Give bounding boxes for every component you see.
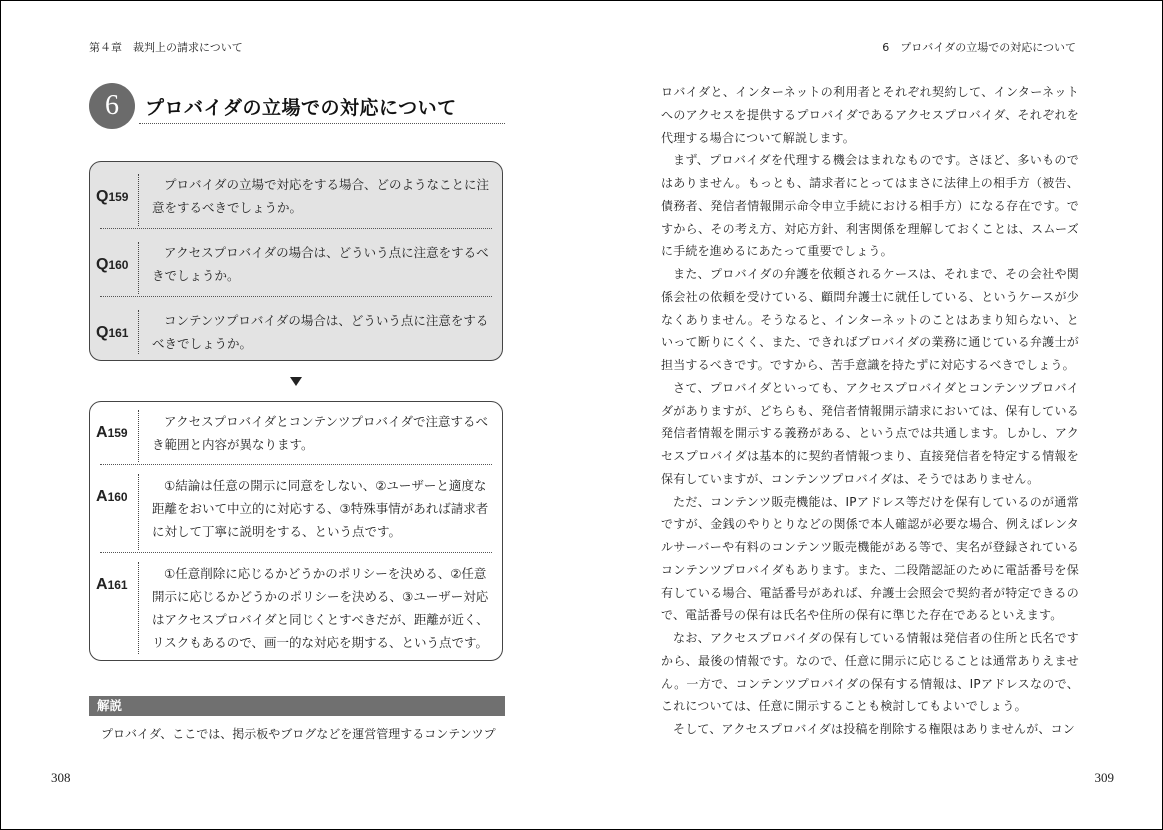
page-number-left: 308 [51,770,71,785]
answer-item [90,474,502,550]
body-paragraph: そして、アクセスプロバイダは投稿を削除する権限はありませんが、コン [673,722,1076,736]
answer-divider [138,410,139,462]
body-paragraph: まず、プロバイダを代理する機会はまれなものです。さほど、多いものではありません。もっとも、請求者にとってはまさに法律上の相手方（被告、債務者、発信者情報開示命令申立手続における相手方）になる存在です。ですから、その考え方、対応方針、利害関係を理解しておくことは、スムーズに手続を進めるにあたって重要でしょう。 [661,153,1079,259]
answer-label: A159 [96,424,128,441]
body-paragraph: さて、プロバイダといっても、アクセスプロバイダとコンテンツプロバイダがありますが、どちらも、発信者情報開示請求においては、保有している発信者情報を開示する義務がある、という点では共通します。しかし、アクセスプロバイダは基本的に契約者情報つまり、直接発信者を特定する情報を保有していますが、コンテンツプロバイダは、そうではありません。 [661,380,1079,486]
answer-box [89,401,503,661]
body-paragraph: なお、アクセスプロバイダの保有している情報は発信者の住所と氏名ですから、最後の情報です。なので、任意に開示に応じることは通常ありえません。一方で、コンテンツプロバイダの保有する情報は、IPアドレスなので、これについては、任意に開示することも検討してもよいでしょう。 [661,631,1079,714]
question-label: Q160 [96,256,129,273]
body-paragraph: ロバイダと、インターネットの利用者とそれぞれ契約して、インターネットへのアクセスを提供するプロバイダであるアクセスプロバイダ、それぞれを代理する場合について解説します。 [661,85,1079,145]
question-divider [138,310,139,354]
question-item [90,242,502,294]
question-text: アクセスプロバイダの場合は、どういう点に注意をするべきでしょうか。 [152,245,489,283]
commentary-heading: 解説 [89,696,505,716]
down-arrow-icon [290,377,302,386]
question-label: Q159 [96,188,129,205]
question-text: プロバイダの立場で対応をする場合、どのようなことに注意をするべきでしょうか。 [152,177,490,215]
question-divider [138,174,139,226]
section-title-underline [139,123,505,124]
question-label: Q161 [96,324,129,341]
body-paragraph: ただ、コンテンツ販売機能は、IPアドレス等だけを保有しているのが通常ですが、金銭のやりとりなどの関係で本人確認が必要な場合、例えばレンタルサーバーや有料のコンテンツ販売機能がある等で、実名が登録されているコンテンツプロバイダもあります。また、二段階認証のために電話番号を保有している場合、電話番号があれば、弁護士会照会で契約者が特定できるので、電話番号の保有は氏名や住所の保有に準じた存在であるといえます。 [661,494,1079,623]
answer-divider [138,474,139,550]
answer-text: ①結論は任意の開示に同意をしない、②ユーザーと適度な距離をおいて中立的に対応する、③特殊事情があれば請求者に対して丁寧に説明をする、という点です。 [152,478,489,539]
answer-separator [100,464,492,465]
answer-label: A160 [96,488,128,505]
running-header-left: 第４章 裁判上の請求について [89,41,243,54]
question-separator [100,228,492,229]
answer-divider [138,562,139,654]
answer-text: ①任意削除に応じるかどうかのポリシーを決める、②任意開示に応じるかどうかのポリシーを決める、③ユーザー対応はアクセスプロバイダと同じくとすべきだが、距離が近く、リスクもあるので、画一的な対応を期する、という点です。 [152,566,489,650]
answer-text: アクセスプロバイダとコンテンツプロバイダで注意するべき範囲と内容が異なります。 [152,414,489,452]
answer-item [90,410,502,462]
question-item [90,310,502,362]
body-paragraph: また、プロバイダの弁護を依頼されるケースは、それまで、その会社や関係会社の依頼を受けている、顧問弁護士に就任している、というケースが少なくありません。そうなると、インターネットのことはあまり知らない、といって断りにくく、また、できればプロバイダの業務に通じている弁護士が担当するべきです。ですから、苦手意識を持たずに対応するべきでしょう。 [661,267,1079,372]
question-box [89,161,503,361]
answer-label: A161 [96,576,128,593]
right-body-column [661,81,1079,741]
page-number-right: 309 [1094,770,1114,785]
section-heading [89,83,505,129]
question-item [90,174,502,226]
left-body-text: プロバイダ、ここでは、掲示板やブログなどを運営管理するコンテンツプ [101,727,496,741]
answer-separator [100,552,492,553]
question-text: コンテンツプロバイダの場合は、どういう点に注意をするべきでしょうか。 [152,313,489,351]
section-number-badge: 6 [89,83,135,129]
section-title: プロバイダの立場での対応について [145,97,457,119]
question-separator [100,296,492,297]
answer-item [90,562,502,654]
running-header-right: 6 プロバイダの立場での対応について [882,41,1076,54]
question-divider [138,242,139,294]
